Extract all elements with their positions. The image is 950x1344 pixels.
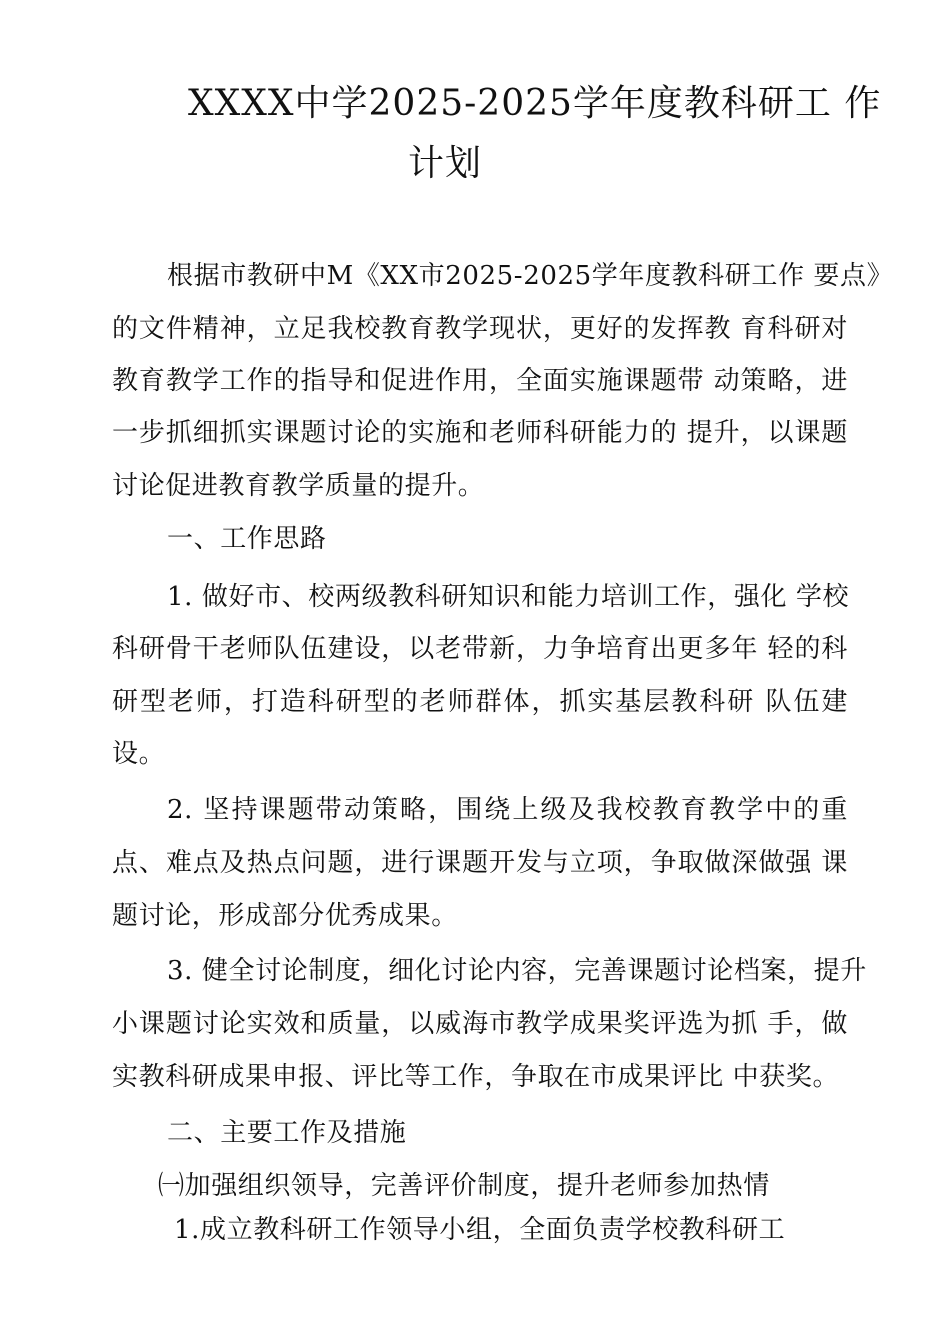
item1-line-4: 设。: [112, 739, 166, 769]
item2-line-1: 2. 坚持课题带动策略，围绕上级及我校教育教学中的重: [167, 795, 848, 825]
document-title: XXXX中学2025-2025学年度教科研工 作: [188, 83, 882, 124]
item1-line-2: 科研骨干老师队伍建设，以老带新，力争培育出更多年 轻的科: [112, 634, 848, 664]
item3-line-3: 实教科研成果申报、评比等工作，争取在市成果评比 中获奖。: [112, 1062, 840, 1092]
item3-line-1: 3. 健全讨论制度，细化讨论内容，完善课题讨论档案，提升: [167, 956, 867, 986]
intro-line-5: 讨论促进教育教学质量的提升。: [112, 471, 485, 501]
section-heading-work-ideas: 一、工作思路: [167, 524, 327, 554]
section-heading-main-work: 二、主要工作及措施: [167, 1118, 407, 1148]
item1-line-1: 1. 做好市、校两级教科研知识和能力培训工作，强化 学校: [167, 582, 850, 612]
item1-line-3: 研型老师，打造科研型的老师群体，抓实基层教科研 队伍建: [112, 687, 848, 717]
intro-line-4: 一步抓细抓实课题讨论的实施和老师科研能力的 提升，以课题: [112, 418, 848, 448]
document-title-continuation: 计划: [408, 143, 483, 184]
subitem1-line-1: 1.成立教科研工作领导小组，全面负责学校教科研工: [174, 1215, 786, 1245]
item3-line-2: 小课题讨论实效和质量，以威海市教学成果奖评选为抓 手，做: [112, 1009, 848, 1039]
intro-line-2: 的文件精神，立足我校教育教学现状，更好的发挥教 育科研对: [112, 314, 848, 344]
subsection-heading: ㈠加强组织领导，完善评价制度，提升老师参加热情: [158, 1171, 770, 1201]
item2-line-3: 题讨论，形成部分优秀成果。: [112, 901, 458, 931]
intro-line-3: 教育教学工作的指导和促进作用，全面实施课题带 动策略，进: [112, 366, 848, 396]
item2-line-2: 点、难点及热点问题，进行课题开发与立项，争取做深做强 课: [112, 848, 848, 878]
intro-line-1: 根据市教研中M《XX市2025-2025学年度教科研工作 要点》: [167, 261, 894, 291]
